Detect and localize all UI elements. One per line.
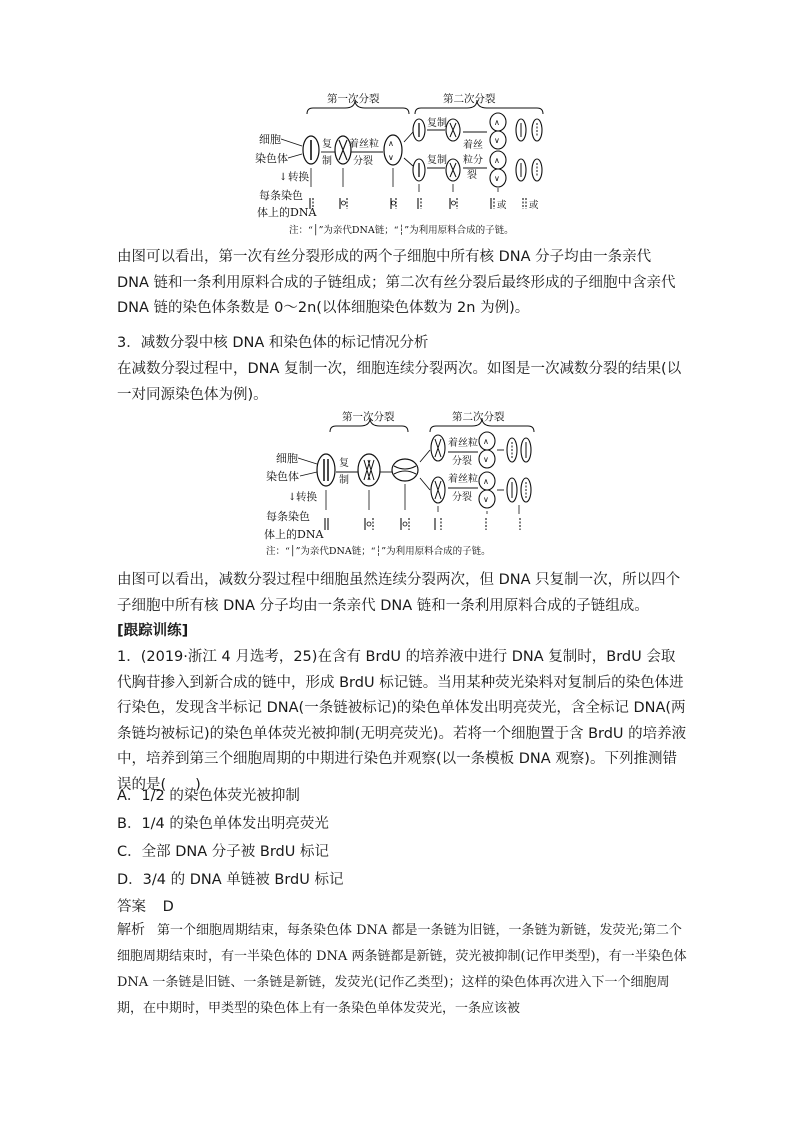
fig2-step-replicate-b: 制: [339, 475, 349, 486]
svg-text:∨: ∨: [494, 136, 500, 145]
option-d: D．3/4 的 DNA 单链被 BrdU 标记: [117, 872, 344, 888]
svg-text:∧: ∧: [483, 437, 489, 446]
svg-text:∧: ∧: [388, 139, 394, 148]
fig1-or-1: 或: [497, 200, 507, 211]
fig1-step-replicate-a: 复: [322, 139, 332, 150]
fig2-header-first: 第一次分裂: [342, 411, 395, 423]
fig1-note: 注：“│”为亲代DNA链；“┆”为利用原料合成的子链。: [289, 225, 514, 236]
section-title-practice: [跟踪训练]: [117, 623, 189, 639]
analysis-label: 解析: [117, 922, 145, 938]
fig1-step-centro2-a: 着丝: [463, 140, 483, 151]
paragraph-meiosis-intro: 在减数分裂过程中，DNA 复制一次，细胞连续分裂两次。如图是一次减数分裂的结果(以一对同源染色体为例)。: [117, 361, 682, 403]
fig2-step-centro-bottom: 着丝粒: [448, 474, 478, 485]
analysis-text: 第一个细胞周期结束，每条染色体 DNA 都是一条链为旧链，一条链为新链，发荧光;第二个细胞周期结束时，有一半染色体的 DNA 两条链都是新链，荧光被抑制(记作甲类型)，有一半染色体 DNA 一条链是旧链、一条链是新链，发荧光(记作乙类型)；这样的染色体再次进入下一个细胞周期，在中期时，甲类型的染色体上有一条染色单体发荧光，一条应该被: [117, 923, 687, 1016]
fig1-label-chromosome: 染色体: [255, 152, 288, 165]
heading-meiosis-analysis: 3．减数分裂中核 DNA 和染色体的标记情况分析: [117, 335, 429, 351]
fig1-step-replicate3: 复制: [427, 155, 447, 166]
question-1: 1．(2019·浙江 4 月选考，25)在含有 BrdU 的培养液中进行 DNA 复制时，BrdU 会取代胸苷掺入到新合成的链中，形成 BrdU 标记链。当用某种荧光染料对复制后的染色体进行染色，发现含半标记 DNA(一条链被标记)的染色单体发出明亮荧光，含全标记 DNA(两条链均被标记)的染色单体荧光被抑制(无明亮荧光)。若将一个细胞置于含 BrdU 的培养液中，培养到第三个细胞周期的中期进行染色并观察(以一条模板 DNA 观察)。下列推测错误的是( ): [117, 649, 687, 793]
svg-text:∨: ∨: [483, 455, 489, 464]
fig2-step-replicate-a: 复: [339, 458, 349, 469]
fig1-step-replicate-b: 制: [322, 156, 332, 167]
fig2-label-cell: 细胞: [276, 452, 298, 465]
paragraph-mitosis-conclusion: 由图可以看出，第一次有丝分裂形成的两个子细胞中所有核 DNA 分子均由一条亲代 DNA 链和一条利用原料合成的子链组成；第二次有丝分裂后最终形成的子细胞中含亲代 DNA 链的染色体条数是 0～2n(以体细胞染色体数为 2n 为例)。: [117, 249, 676, 316]
fig2-label-dna-2: 体上的DNA: [264, 528, 324, 541]
answer-label: 答案: [117, 899, 146, 915]
svg-text:∨: ∨: [388, 153, 394, 162]
fig2-step-split-bottom: 分裂: [452, 492, 472, 503]
option-b: B．1/4 的染色单体发出明亮荧光: [117, 816, 329, 832]
analysis-block: [117, 917, 687, 1022]
fig2-label-dna-1: 每条染色: [266, 510, 310, 523]
fig1-step-replicate2: 复制: [427, 118, 447, 129]
svg-text:∨: ∨: [494, 174, 500, 183]
fig1-header-second: 第二次分裂: [443, 93, 496, 105]
svg-text:∧: ∧: [494, 118, 500, 127]
svg-text:∧: ∧: [494, 156, 500, 165]
fig1-label-dna-2: 体上的DNA: [257, 206, 317, 219]
svg-text:∧: ∧: [483, 477, 489, 486]
fig2-label-convert: 转换: [296, 491, 317, 503]
svg-text:↓: ↓: [288, 492, 297, 503]
fig2-step-centro-top: 着丝粒: [448, 438, 478, 449]
fig1-step-split: 分裂: [353, 156, 373, 167]
option-a: A．1/2 的染色体荧光被抑制: [117, 788, 300, 804]
fig2-label-chromosome: 染色体: [266, 470, 299, 483]
fig1-step-centro2-c: 裂: [467, 170, 477, 181]
fig1-label-convert: 转换: [288, 171, 309, 183]
fig1-step-centromere: 着丝粒: [349, 139, 379, 150]
paragraph-meiosis-conclusion: 由图可以看出，减数分裂过程中细胞虽然连续分裂两次，但 DNA 只复制一次，所以四个子细胞中所有核 DNA 分子均由一条亲代 DNA 链和一条利用原料合成的子链组成。: [117, 572, 681, 614]
fig1-label-dna-1: 每条染色: [259, 189, 303, 202]
fig1-step-centro2-b: 粒分: [463, 155, 483, 166]
answer-line: [117, 895, 174, 916]
option-c: C．全部 DNA 分子被 BrdU 标记: [117, 844, 329, 860]
svg-text:↓: ↓: [279, 172, 288, 183]
answer-value: D: [162, 899, 174, 915]
fig1-header-first: 第一次分裂: [327, 93, 380, 105]
fig1-label-cell: 细胞: [259, 133, 281, 146]
fig2-note: 注：“│”为亲代DNA链；“┆”为利用原料合成的子链。: [266, 546, 491, 557]
fig1-or-2: 或: [529, 200, 539, 211]
svg-text:∨: ∨: [483, 495, 489, 504]
fig2-step-split-top: 分裂: [452, 456, 472, 467]
fig2-header-second: 第二次分裂: [452, 411, 505, 423]
figure-mitosis-dna-labeling: [255, 92, 555, 242]
figure-meiosis-dna-labeling: [262, 410, 552, 560]
